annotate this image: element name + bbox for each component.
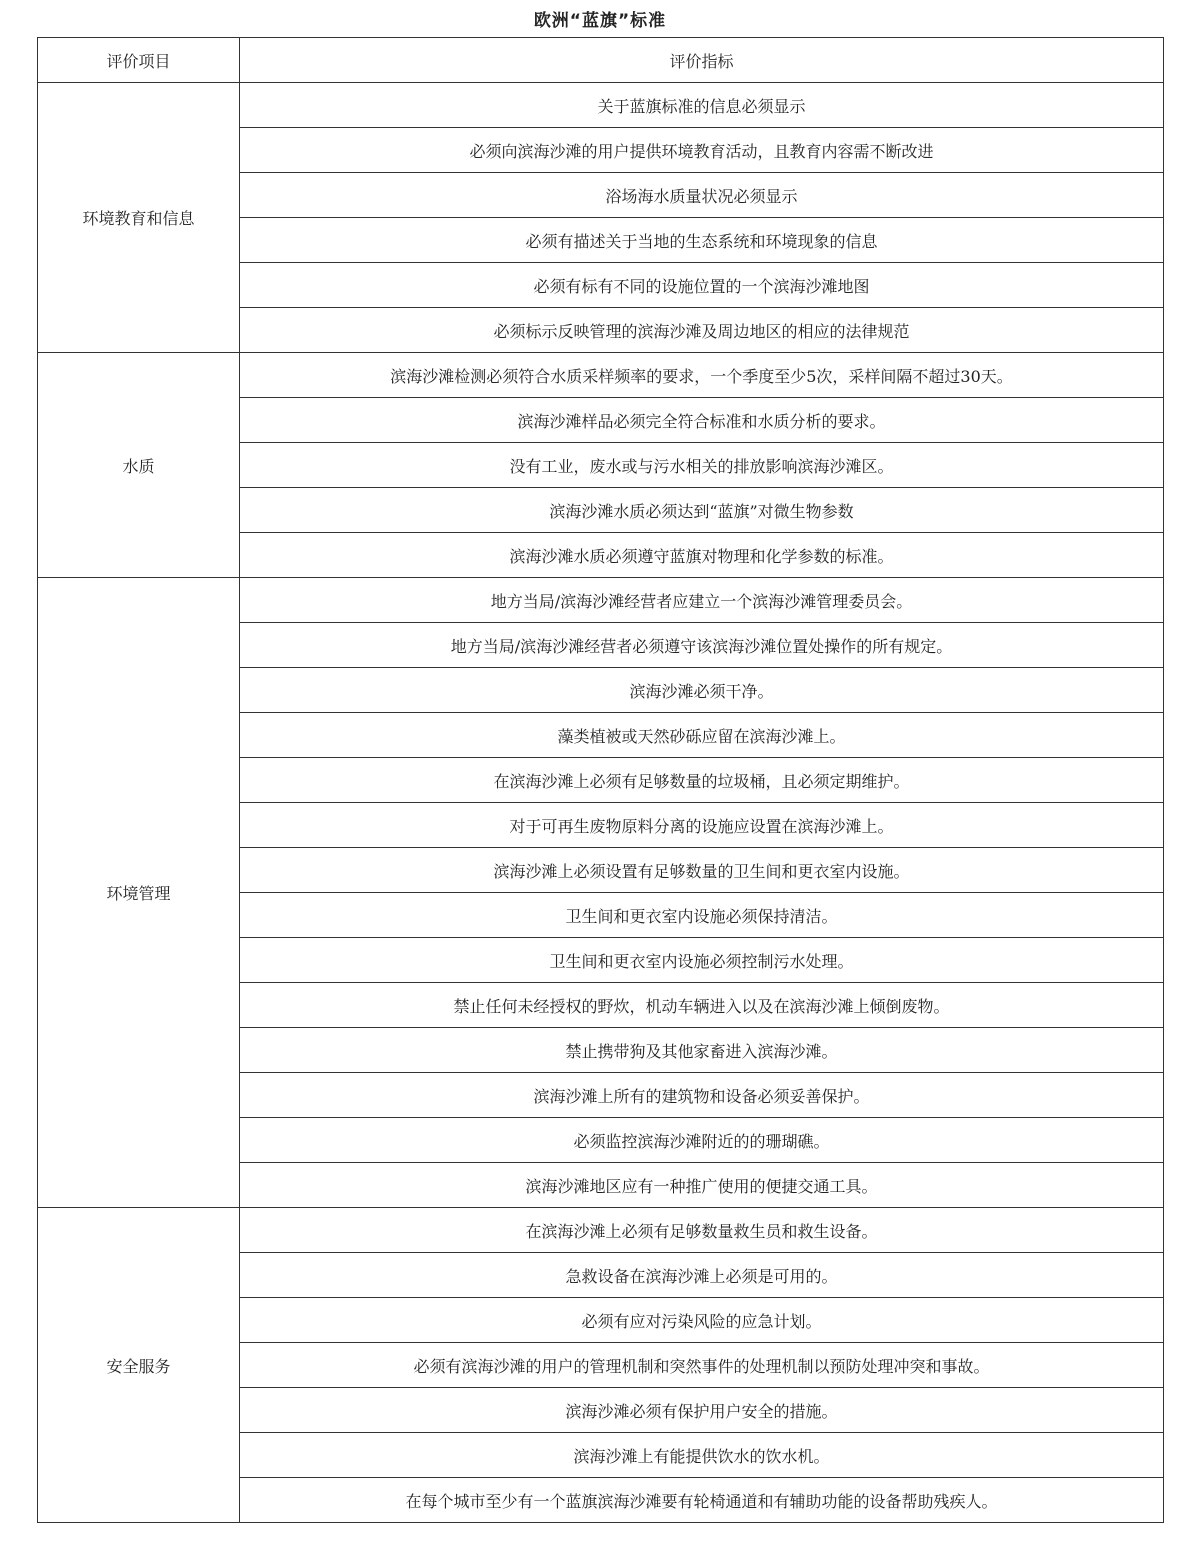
indicator-cell: 急救设备在滨海沙滩上必须是可用的。 <box>240 1253 1164 1298</box>
table-row <box>38 1208 1164 1253</box>
indicator-cell: 滨海沙滩必须有保护用户安全的措施。 <box>240 1388 1164 1433</box>
indicator-cell: 滨海沙滩检测必须符合水质采样频率的要求，一个季度至少5次，采样间隔不超过30天。 <box>240 353 1164 398</box>
table-body <box>38 83 1164 1523</box>
indicator-cell: 必须向滨海沙滩的用户提供环境教育活动，且教育内容需不断改进 <box>240 128 1164 173</box>
indicator-cell: 禁止携带狗及其他家畜进入滨海沙滩。 <box>240 1028 1164 1073</box>
indicator-cell: 对于可再生废物原料分离的设施应设置在滨海沙滩上。 <box>240 803 1164 848</box>
indicator-cell: 滨海沙滩上有能提供饮水的饮水机。 <box>240 1433 1164 1478</box>
standards-table <box>37 37 1164 1523</box>
indicator-cell: 在滨海沙滩上必须有足够数量救生员和救生设备。 <box>240 1208 1164 1253</box>
table-row <box>38 353 1164 398</box>
indicator-cell: 必须有应对污染风险的应急计划。 <box>240 1298 1164 1343</box>
indicator-cell: 卫生间和更衣室内设施必须控制污水处理。 <box>240 938 1164 983</box>
indicator-cell: 地方当局/滨海沙滩经营者必须遵守该滨海沙滩位置处操作的所有规定。 <box>240 623 1164 668</box>
table-title: 欧洲“蓝旗”标准 <box>533 11 667 31</box>
indicator-cell: 卫生间和更衣室内设施必须保持清洁。 <box>240 893 1164 938</box>
indicator-cell: 滨海沙滩样品必须完全符合标准和水质分析的要求。 <box>240 398 1164 443</box>
indicator-cell: 藻类植被或天然砂砾应留在滨海沙滩上。 <box>240 713 1164 758</box>
standards-table-container <box>37 37 1163 1523</box>
category-cell: 环境管理 <box>38 578 240 1208</box>
indicator-cell: 必须有描述关于当地的生态系统和环境现象的信息 <box>240 218 1164 263</box>
indicator-cell: 浴场海水质量状况必须显示 <box>240 173 1164 218</box>
category-cell: 安全服务 <box>38 1208 240 1523</box>
indicator-cell: 在滨海沙滩上必须有足够数量的垃圾桶，且必须定期维护。 <box>240 758 1164 803</box>
indicator-cell: 地方当局/滨海沙滩经营者应建立一个滨海沙滩管理委员会。 <box>240 578 1164 623</box>
indicator-cell: 没有工业，废水或与污水相关的排放影响滨海沙滩区。 <box>240 443 1164 488</box>
indicator-cell: 滨海沙滩上所有的建筑物和设备必须妥善保护。 <box>240 1073 1164 1118</box>
indicator-cell: 必须有滨海沙滩的用户的管理机制和突然事件的处理机制以预防处理冲突和事故。 <box>240 1343 1164 1388</box>
category-cell: 水质 <box>38 353 240 578</box>
indicator-cell: 滨海沙滩上必须设置有足够数量的卫生间和更衣室内设施。 <box>240 848 1164 893</box>
category-cell: 环境教育和信息 <box>38 83 240 353</box>
table-row <box>38 83 1164 128</box>
indicator-cell: 禁止任何未经授权的野炊，机动车辆进入以及在滨海沙滩上倾倒废物。 <box>240 983 1164 1028</box>
indicator-cell: 必须有标有不同的设施位置的一个滨海沙滩地图 <box>240 263 1164 308</box>
indicator-cell: 滨海沙滩水质必须遵守蓝旗对物理和化学参数的标准。 <box>240 533 1164 578</box>
indicator-cell: 必须监控滨海沙滩附近的的珊瑚礁。 <box>240 1118 1164 1163</box>
indicator-cell: 滨海沙滩水质必须达到“蓝旗”对微生物参数 <box>240 488 1164 533</box>
header-indicator: 评价指标 <box>240 38 1164 83</box>
indicator-cell: 滨海沙滩地区应有一种推广使用的便捷交通工具。 <box>240 1163 1164 1208</box>
indicator-cell: 在每个城市至少有一个蓝旗滨海沙滩要有轮椅通道和有辅助功能的设备帮助残疾人。 <box>240 1478 1164 1523</box>
indicator-cell: 关于蓝旗标准的信息必须显示 <box>240 83 1164 128</box>
header-row <box>38 38 1164 83</box>
indicator-cell: 必须标示反映管理的滨海沙滩及周边地区的相应的法律规范 <box>240 308 1164 353</box>
header-category: 评价项目 <box>38 38 240 83</box>
table-row <box>38 578 1164 623</box>
indicator-cell: 滨海沙滩必须干净。 <box>240 668 1164 713</box>
